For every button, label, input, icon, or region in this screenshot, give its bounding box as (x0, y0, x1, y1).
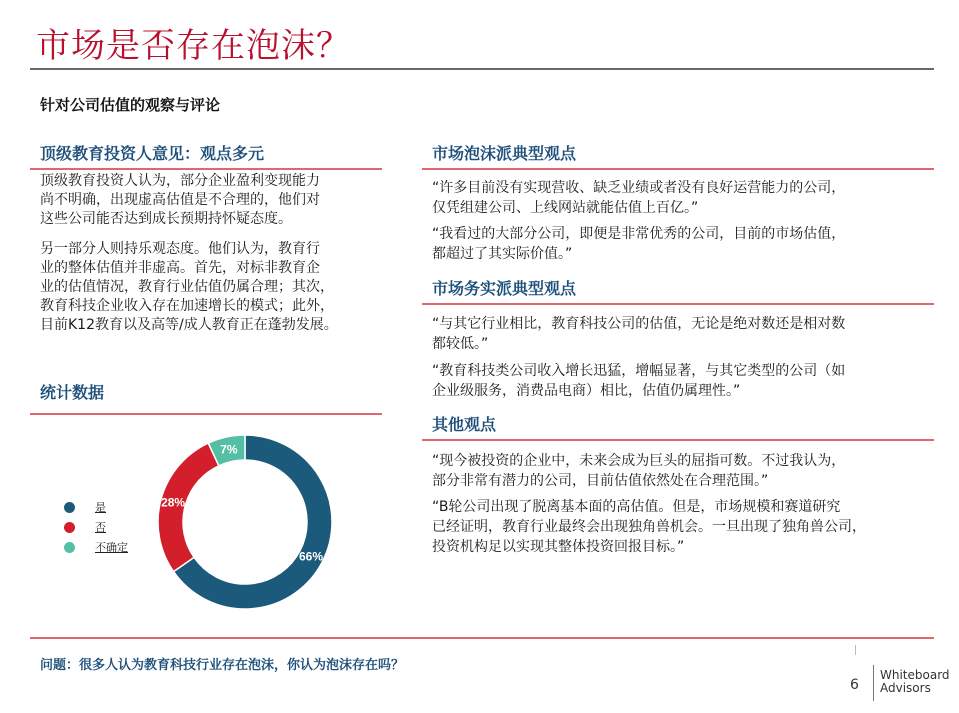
page-title: 市场是否存在泡沫？ (36, 26, 351, 66)
legend-item (64, 539, 128, 555)
logo-line: Whiteboard (880, 668, 950, 682)
quote-bubble-2 (432, 224, 845, 264)
text-line: 企业级服务，消费品电商）相比，估值仍属理性。” (432, 383, 741, 399)
title-divider (30, 68, 934, 70)
text-line: 部分非常有潜力的公司，目前估值依然处在合理范围。” (432, 473, 769, 489)
legend-dot-unsure (64, 542, 75, 553)
text-line: 尚不明确，出现虚高估值是不合理的，他们对 (40, 192, 320, 208)
text-line: “B轮公司出现了脱离基本面的高估值。但是，市场规模和赛道研究 (432, 499, 841, 515)
section-heading-other: 其他观点 (432, 415, 497, 434)
section-heading-bubble: 市场泡沫派典型观点 (432, 144, 577, 163)
section-divider (422, 439, 934, 441)
text-line: 另一部分人则持乐观态度。他们认为，教育行 (40, 241, 320, 257)
section-divider (30, 168, 382, 170)
section-heading-statistics: 统计数据 (40, 383, 105, 402)
text-line: 目前K12教育以及高等/成人教育正在蓬勃发展。 (40, 317, 338, 333)
text-line: “教育科技类公司收入增长迅猛，增幅显著，与其它类型的公司（如 (432, 363, 846, 379)
slice-label-unsure: 7% (220, 442, 238, 457)
footer-divider (30, 637, 934, 639)
text-line: 业的估值情况，教育行业估值仍属合理；其次， (40, 279, 334, 295)
text-line: 顶级教育投资人认为，部分企业盈利变现能力 (40, 173, 320, 189)
section-divider (422, 168, 934, 170)
decorative-tick (855, 645, 856, 655)
investor-paragraph-2 (40, 240, 338, 335)
text-line: 都较低。” (432, 336, 489, 352)
quote-pragmatic-2 (432, 361, 845, 401)
quote-other-2 (432, 497, 866, 557)
legend-dot-yes (64, 502, 75, 513)
slice-label-yes: 66% (298, 549, 324, 564)
text-line: 都超过了其实际价值。” (432, 246, 573, 262)
text-line: 这些公司能否达到成长预期持怀疑态度。 (40, 211, 292, 227)
text-line: 已经证明，教育行业最终会出现独角兽机会。一旦出现了独角兽公司， (432, 519, 866, 535)
text-line: 业的整体估值并非虚高。首先，对标非教育企 (40, 260, 320, 276)
legend-item (64, 499, 106, 515)
donut-chart (155, 432, 335, 612)
text-line: “许多目前没有实现营收、缺乏业绩或者没有良好运营能力的公司， (432, 180, 846, 196)
logo-line: Advisors (880, 681, 931, 695)
section-divider (30, 413, 382, 415)
text-line: “现今被投资的企业中，未来会成为巨头的屈指可数。不过我认为， (432, 453, 846, 469)
quote-bubble-1 (432, 178, 845, 218)
text-line: 仅凭组建公司、上线网站就能估值上百亿。” (432, 200, 699, 216)
text-line: “我看过的大部分公司，即便是非常优秀的公司，目前的市场估值， (432, 226, 846, 242)
page-subtitle: 针对公司估值的观察与评论 (40, 96, 221, 114)
survey-question: 问题：很多人认为教育科技行业存在泡沫，你认为泡沫存在吗？ (40, 658, 405, 673)
slice-label-no: 28% (161, 495, 186, 510)
text-line: “与其它行业相比，教育科技公司的估值，无论是绝对数还是相对数 (432, 316, 846, 332)
quote-pragmatic-1 (432, 314, 845, 354)
section-heading-investors: 顶级教育投资人意见：观点多元 (40, 144, 265, 163)
text-line: 教育科技企业收入存在加速增长的模式；此外， (40, 298, 334, 314)
section-heading-pragmatic: 市场务实派典型观点 (432, 279, 577, 298)
legend-label-yes: 是 (95, 501, 106, 514)
legend-label-unsure: 不确定 (95, 541, 128, 554)
quote-other-1 (432, 451, 845, 491)
legend-dot-no (64, 522, 75, 533)
section-divider (422, 303, 934, 305)
legend-item (64, 519, 106, 535)
logo-divider (873, 665, 874, 701)
text-line: 投资机构足以实现其整体投资回报目标。” (432, 539, 685, 555)
company-logo (880, 669, 950, 695)
legend-label-no: 否 (95, 521, 106, 534)
investor-paragraph-1 (40, 172, 320, 229)
page-number: 6 (850, 677, 859, 693)
